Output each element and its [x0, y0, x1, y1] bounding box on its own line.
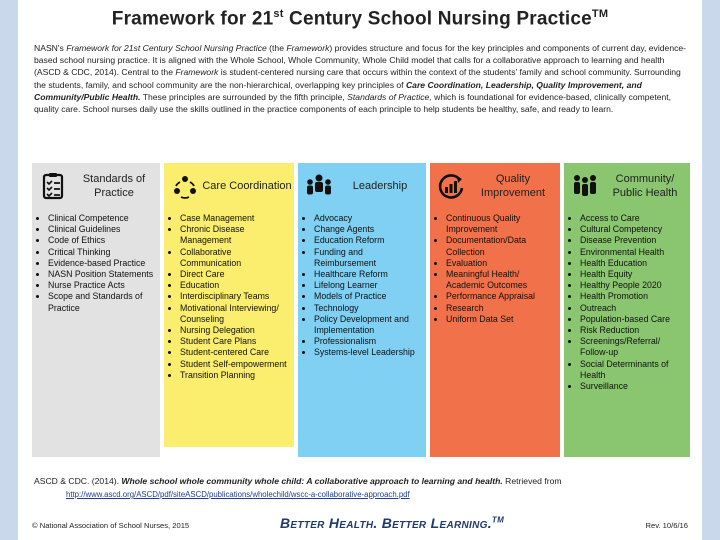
- list-item: • Clinical Guidelines: [48, 224, 156, 235]
- group-leader-icon: [304, 171, 334, 201]
- intro-text: which is foundational for evidence-based, clinically competent, quality care. School nurses daily use the skills outlined in the practice components of each principle to help students be healthy, safe, and ready to learn.: [34, 91, 672, 115]
- list-item: • Disease Prevention: [580, 235, 686, 246]
- column-title: Standards of Practice: [82, 173, 146, 199]
- column-header: [298, 163, 426, 209]
- list-item: • Population-based Care: [580, 314, 686, 325]
- list-item: • Environmental Health: [580, 247, 686, 258]
- tagline-tm: TM: [491, 515, 505, 525]
- intro-text: (the: [266, 43, 287, 53]
- framework-document: [18, 0, 702, 540]
- list-item: • Uniform Data Set: [446, 314, 556, 325]
- list-item: • Education: [180, 280, 290, 291]
- list-item: • Healthy People 2020: [580, 280, 686, 291]
- list-item: • Research: [446, 303, 556, 314]
- column-header: [164, 163, 294, 209]
- list-item: • Performance Appraisal: [446, 291, 556, 302]
- title-sup: st: [273, 8, 284, 20]
- column-title: Leadership: [352, 180, 408, 192]
- list-item: • Healthcare Reform: [314, 269, 422, 280]
- list-item: • Clinical Competence: [48, 213, 156, 224]
- citation: [34, 476, 690, 486]
- page-title: [18, 8, 702, 30]
- column-items: [430, 213, 560, 325]
- column-items: [32, 213, 160, 314]
- clipboard-icon: [38, 171, 68, 201]
- revision-date: Rev. 10/6/16: [645, 521, 688, 530]
- column-header: [430, 163, 560, 209]
- list-item: • Risk Reduction: [580, 325, 686, 336]
- list-item: • Health Equity: [580, 269, 686, 280]
- column-title: Quality Improvement: [480, 173, 546, 199]
- column-items: [164, 213, 294, 381]
- column-leadership: [298, 163, 426, 457]
- list-item: • Meaningful Health/ Academic Outcomes: [446, 269, 556, 291]
- list-item: • Evaluation: [446, 258, 556, 269]
- principles-columns: [32, 163, 690, 511]
- list-item: • Documentation/Data Collection: [446, 235, 556, 257]
- intro-italic: Framework: [175, 67, 219, 78]
- list-item: • Professionalism: [314, 336, 422, 347]
- column-items: [564, 213, 690, 392]
- list-item: • Motivational Interviewing/ Counseling: [180, 303, 290, 325]
- list-item: • Code of Ethics: [48, 235, 156, 246]
- list-item: • Evidence-based Practice: [48, 258, 156, 269]
- list-item: • Social Determinants of Health: [580, 359, 686, 381]
- list-item: • Nursing Delegation: [180, 325, 290, 336]
- column-standards-of-practice: [32, 163, 160, 457]
- column-items: [298, 213, 426, 359]
- list-item: • Access to Care: [580, 213, 686, 224]
- list-item: • Systems-level Leadership: [314, 347, 422, 358]
- list-item: • Student Self-empowerment: [180, 359, 290, 370]
- list-item: • Continuous Quality Improvement: [446, 213, 556, 235]
- tagline: [280, 515, 504, 531]
- citation-text: Retrieved from: [502, 476, 562, 486]
- title-main: Framework for 21: [111, 8, 274, 30]
- intro-text: These principles are surrounded by the fifth principle,: [140, 91, 348, 102]
- citation-title: Whole school whole community whole child: A collaborative approach to learning and health.: [121, 476, 503, 486]
- intro-italic: Framework: [286, 43, 330, 53]
- list-item: • Interdisciplinary Teams: [180, 291, 290, 302]
- citation-link[interactable]: http://www.ascd.org/ASCD/pdf/siteASCD/publications/wholechild/wscc-a-collaborative-approach.pdf: [66, 490, 410, 499]
- list-item: • Transition Planning: [180, 370, 290, 381]
- people-cycle-icon: [170, 171, 200, 201]
- list-item: • Student-centered Care: [180, 347, 290, 358]
- column-community-public-health: [564, 163, 690, 457]
- list-item: • Education Reform: [314, 235, 422, 246]
- list-item: • Direct Care: [180, 269, 290, 280]
- list-item: • Lifelong Learner: [314, 280, 422, 291]
- title-tm: TM: [591, 8, 609, 20]
- intro-italic: Framework for 21st Century School Nursing Practice: [66, 43, 267, 53]
- list-item: • Health Promotion: [580, 291, 686, 302]
- intro-bold-italic: Care Coordination, Leadership, Quality Improvement, and Community/Public Health.: [34, 79, 642, 102]
- column-quality-improvement: [430, 163, 560, 457]
- list-item: • Health Education: [580, 258, 686, 269]
- intro-text: is student-centered nursing care that occurs within the context of the students' family and school community. Surrounding the students, family, and school community are the non-hierarchical, overlapping key principles of: [34, 67, 681, 90]
- list-item: • Models of Practice: [314, 291, 422, 302]
- list-item: • Policy Development and Implementation: [314, 314, 422, 336]
- list-item: • Chronic Disease Management: [180, 224, 290, 246]
- column-title: Care Coordination: [202, 180, 292, 192]
- list-item: • Screenings/Referral/ Follow-up: [580, 336, 686, 358]
- intro-paragraph: [34, 42, 690, 115]
- column-title: Community/ Public Health: [612, 173, 678, 199]
- column-care-coordination: [164, 163, 294, 447]
- title-rest: Century School Nursing Practice: [283, 8, 592, 30]
- list-item: • Scope and Standards of Practice: [48, 291, 156, 313]
- intro-text: NASN's: [34, 43, 67, 53]
- list-item: • Nurse Practice Acts: [48, 280, 156, 291]
- list-item: • Critical Thinking: [48, 247, 156, 258]
- list-item: • Surveillance: [580, 381, 686, 392]
- list-item: • Collaborative Communication: [180, 247, 290, 269]
- intro-text: ) provides structure and focus for the key principles and components of current day, evidence-based school nursing practice. It is aligned with the Whole School, Whole Community, Whole Child model that calls for a collaborative approach to learning and health (ASCD & CDC, 2014). Central to the: [34, 43, 687, 78]
- improvement-cycle-icon: [436, 171, 466, 201]
- citation-text: ASCD & CDC. (2014).: [34, 476, 122, 486]
- intro-italic: Standards of Practice,: [347, 91, 432, 102]
- community-people-icon: [570, 171, 600, 201]
- column-header: [564, 163, 690, 209]
- list-item: • Student Care Plans: [180, 336, 290, 347]
- list-item: • Funding and Reimbursement: [314, 247, 422, 269]
- tagline-text: Better Health. Better Learning.: [280, 515, 492, 531]
- copyright-notice: © National Association of School Nurses, 2015: [32, 521, 190, 530]
- list-item: • Outreach: [580, 303, 686, 314]
- list-item: • Technology: [314, 303, 422, 314]
- list-item: • NASN Position Statements: [48, 269, 156, 280]
- list-item: • Change Agents: [314, 224, 422, 235]
- list-item: • Cultural Competency: [580, 224, 686, 235]
- list-item: • Case Management: [180, 213, 290, 224]
- column-header: [32, 163, 160, 209]
- list-item: • Advocacy: [314, 213, 422, 224]
